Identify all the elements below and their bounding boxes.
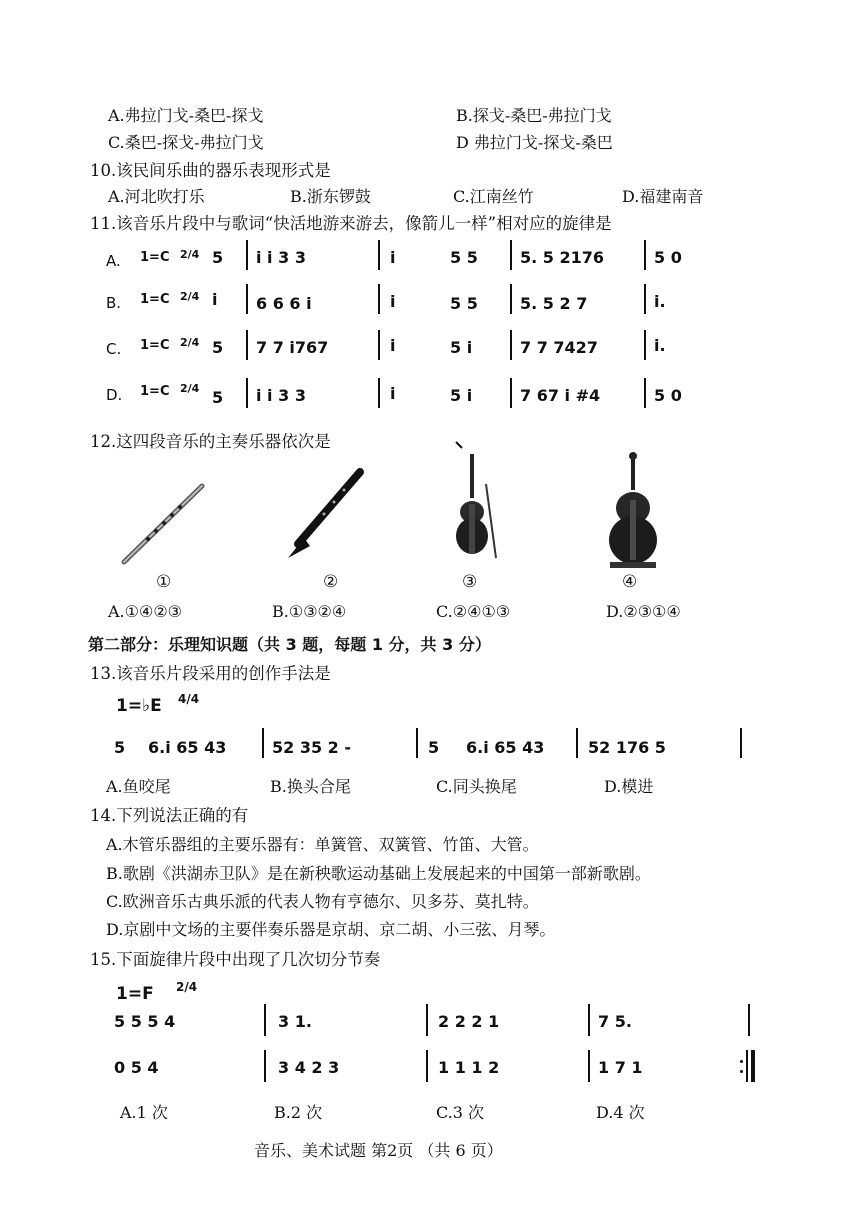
q11-cell: 7 7 7427 [520,338,598,357]
q13-notes: 5 [428,738,440,757]
q13-option-a: A.鱼咬尾 [106,777,171,796]
q11-meter: 2/4 [180,290,200,303]
q15-line1: 7 5. [598,1012,632,1031]
q13-notes: 5 [114,738,126,757]
repeat-dot [740,1070,743,1073]
cello-icon [600,450,666,572]
q11-meter: 2/4 [180,248,200,261]
q13-key: 1=♭E [116,696,162,716]
q15-option-a: A.1 次 [120,1103,168,1122]
barline [378,330,380,360]
q11-cell: 5 5 [450,248,478,267]
q14-stem: 14.下列说法正确的有 [90,806,249,825]
q11-cell: i. [654,292,666,311]
barline [426,1004,428,1036]
q11-meter: 2/4 [180,382,200,395]
q15-option-c: C.3 次 [436,1103,485,1122]
barline [510,378,512,408]
q11-row-label: A. [106,252,121,270]
q12-stem: 12.这四段音乐的主奏乐器依次是 [90,432,331,451]
barline [644,240,646,270]
section-heading: 第二部分：乐理知识题（共 3 题，每题 1 分，共 3 分） [88,635,491,654]
q12-option-a: A.①④②③ [108,602,183,621]
instrument-label: ④ [622,572,638,592]
barline [576,728,578,758]
q15-stem: 15.下面旋律片段中出现了几次切分节奏 [90,950,381,969]
instrument-label: ② [323,572,339,592]
barline [246,330,248,360]
barline [378,240,380,270]
barline [644,378,646,408]
q14-option-b: B.歌剧《洪湖赤卫队》是在新秧歌运动基础上发展起来的中国第一部新歌剧。 [106,864,651,883]
q15-meter: 2/4 [176,980,198,994]
q11-cell: 5 [212,388,224,407]
instrument-label: ③ [462,572,478,592]
flute-icon [118,478,208,568]
q15-line1: 2 2 2 1 [438,1012,500,1031]
q10-option-c: C.江南丝竹 [453,187,534,206]
q11-cell: i i 3 3 [256,248,306,267]
q15-key: 1=F [116,984,154,1004]
q11-cell: i [390,248,396,267]
q12-option-d: D.②③①④ [606,602,681,621]
q11-cell: i. [654,336,666,355]
q14-option-c: C.欧洲音乐古典乐派的代表人物有亨德尔、贝多芬、莫扎特。 [106,892,539,911]
q11-key: 1=C [140,250,170,265]
q15-option-b: B.2 次 [274,1103,323,1122]
q13-meter: 4/4 [178,692,200,706]
q11-row-label: B. [106,294,122,312]
clarinet-icon [284,466,368,562]
q10-option-d: D.福建南音 [622,187,704,206]
q11-cell: 5. 5 2 7 [520,294,588,313]
barline [378,284,380,314]
repeat-dot [740,1060,743,1063]
q13-notes: 6.i 65 43 [466,738,545,757]
q11-cell: 5. 5 2176 [520,248,605,267]
violin-icon [444,440,504,564]
barline [246,240,248,270]
q13-option-c: C.同头换尾 [436,777,517,796]
q11-cell: 5 i [450,386,473,405]
q11-row-label: C. [106,340,122,358]
barline [378,378,380,408]
q15-line1: 3 1. [278,1012,312,1031]
q15-line2: 1 1 1 2 [438,1058,500,1077]
q13-notes: 6.i 65 43 [148,738,227,757]
barline [416,728,418,758]
q11-stem: 11.该音乐片段中与歌词“快活地游来游去，像箭儿一样”相对应的旋律是 [90,214,612,233]
q15-line1: 5 5 5 4 [114,1012,176,1031]
q13-notes: 52 35 2 - [272,738,352,757]
q11-cell: 5 0 [654,248,682,267]
q13-option-d: D.模进 [604,777,654,796]
q11-cell: 6 6 6 i [256,294,312,313]
instrument-label: ① [156,572,172,592]
q10-option-a: A.河北吹打乐 [108,187,205,206]
barline [510,284,512,314]
q14-option-a: A.木管乐器组的主要乐器有：单簧管、双簧管、竹笛、大管。 [106,835,539,854]
q11-cell: 7 67 i #4 [520,386,601,405]
q11-cell: 7 7 i767 [256,338,329,357]
q11-meter: 2/4 [180,336,200,349]
barline [740,728,742,758]
q15-line2: 1 7 1 [598,1058,643,1077]
q15-option-d: D.4 次 [596,1103,645,1122]
barline [262,728,264,758]
q9-option-b: B.探戈-桑巴-弗拉门戈 [456,106,612,125]
barline [246,284,248,314]
q11-cell: i [390,336,396,355]
q11-cell: 5 0 [654,386,682,405]
q12-option-b: B.①③②④ [272,602,347,621]
barline [510,330,512,360]
barline [246,378,248,408]
q11-cell: 5 5 [450,294,478,313]
q11-key: 1=C [140,338,170,353]
q11-cell: 5 [212,248,224,267]
barline [426,1050,428,1082]
q13-option-b: B.换头合尾 [270,777,351,796]
q13-stem: 13.该音乐片段采用的创作手法是 [90,664,331,683]
barline [746,1050,748,1082]
q9-option-c: C.桑巴-探戈-弗拉门戈 [108,133,264,152]
barline [748,1004,750,1036]
q9-option-d: D 弗拉门戈-探戈-桑巴 [456,133,613,152]
q10-option-b: B.浙东锣鼓 [290,187,371,206]
barline [588,1004,590,1036]
barline [264,1050,266,1082]
q11-row-label: D. [106,386,123,404]
barline [264,1004,266,1036]
q11-key: 1=C [140,292,170,307]
q15-line2: 3 4 2 3 [278,1058,340,1077]
q12-option-c: C.②④①③ [436,602,511,621]
final-barline [751,1050,755,1082]
q11-cell: i [390,384,396,403]
q11-cell: 5 i [450,338,473,357]
q11-cell: i [390,292,396,311]
q9-option-a: A.弗拉门戈-桑巴-探戈 [108,106,264,125]
page-footer: 音乐、美术试题 第2页 （共 6 页） [254,1141,503,1160]
barline [644,330,646,360]
q11-cell: i i 3 3 [256,386,306,405]
q11-key: 1=C [140,384,170,399]
q11-cell: i [212,290,218,309]
q15-line2: 0 5 4 [114,1058,159,1077]
q10-stem: 10.该民间乐曲的器乐表现形式是 [90,161,331,180]
q11-cell: 5 [212,338,224,357]
q14-option-d: D.京剧中文场的主要伴奏乐器是京胡、京二胡、小三弦、月琴。 [106,920,556,939]
q13-notes: 52 176 5 [588,738,666,757]
barline [644,284,646,314]
barline [510,240,512,270]
barline [588,1050,590,1082]
